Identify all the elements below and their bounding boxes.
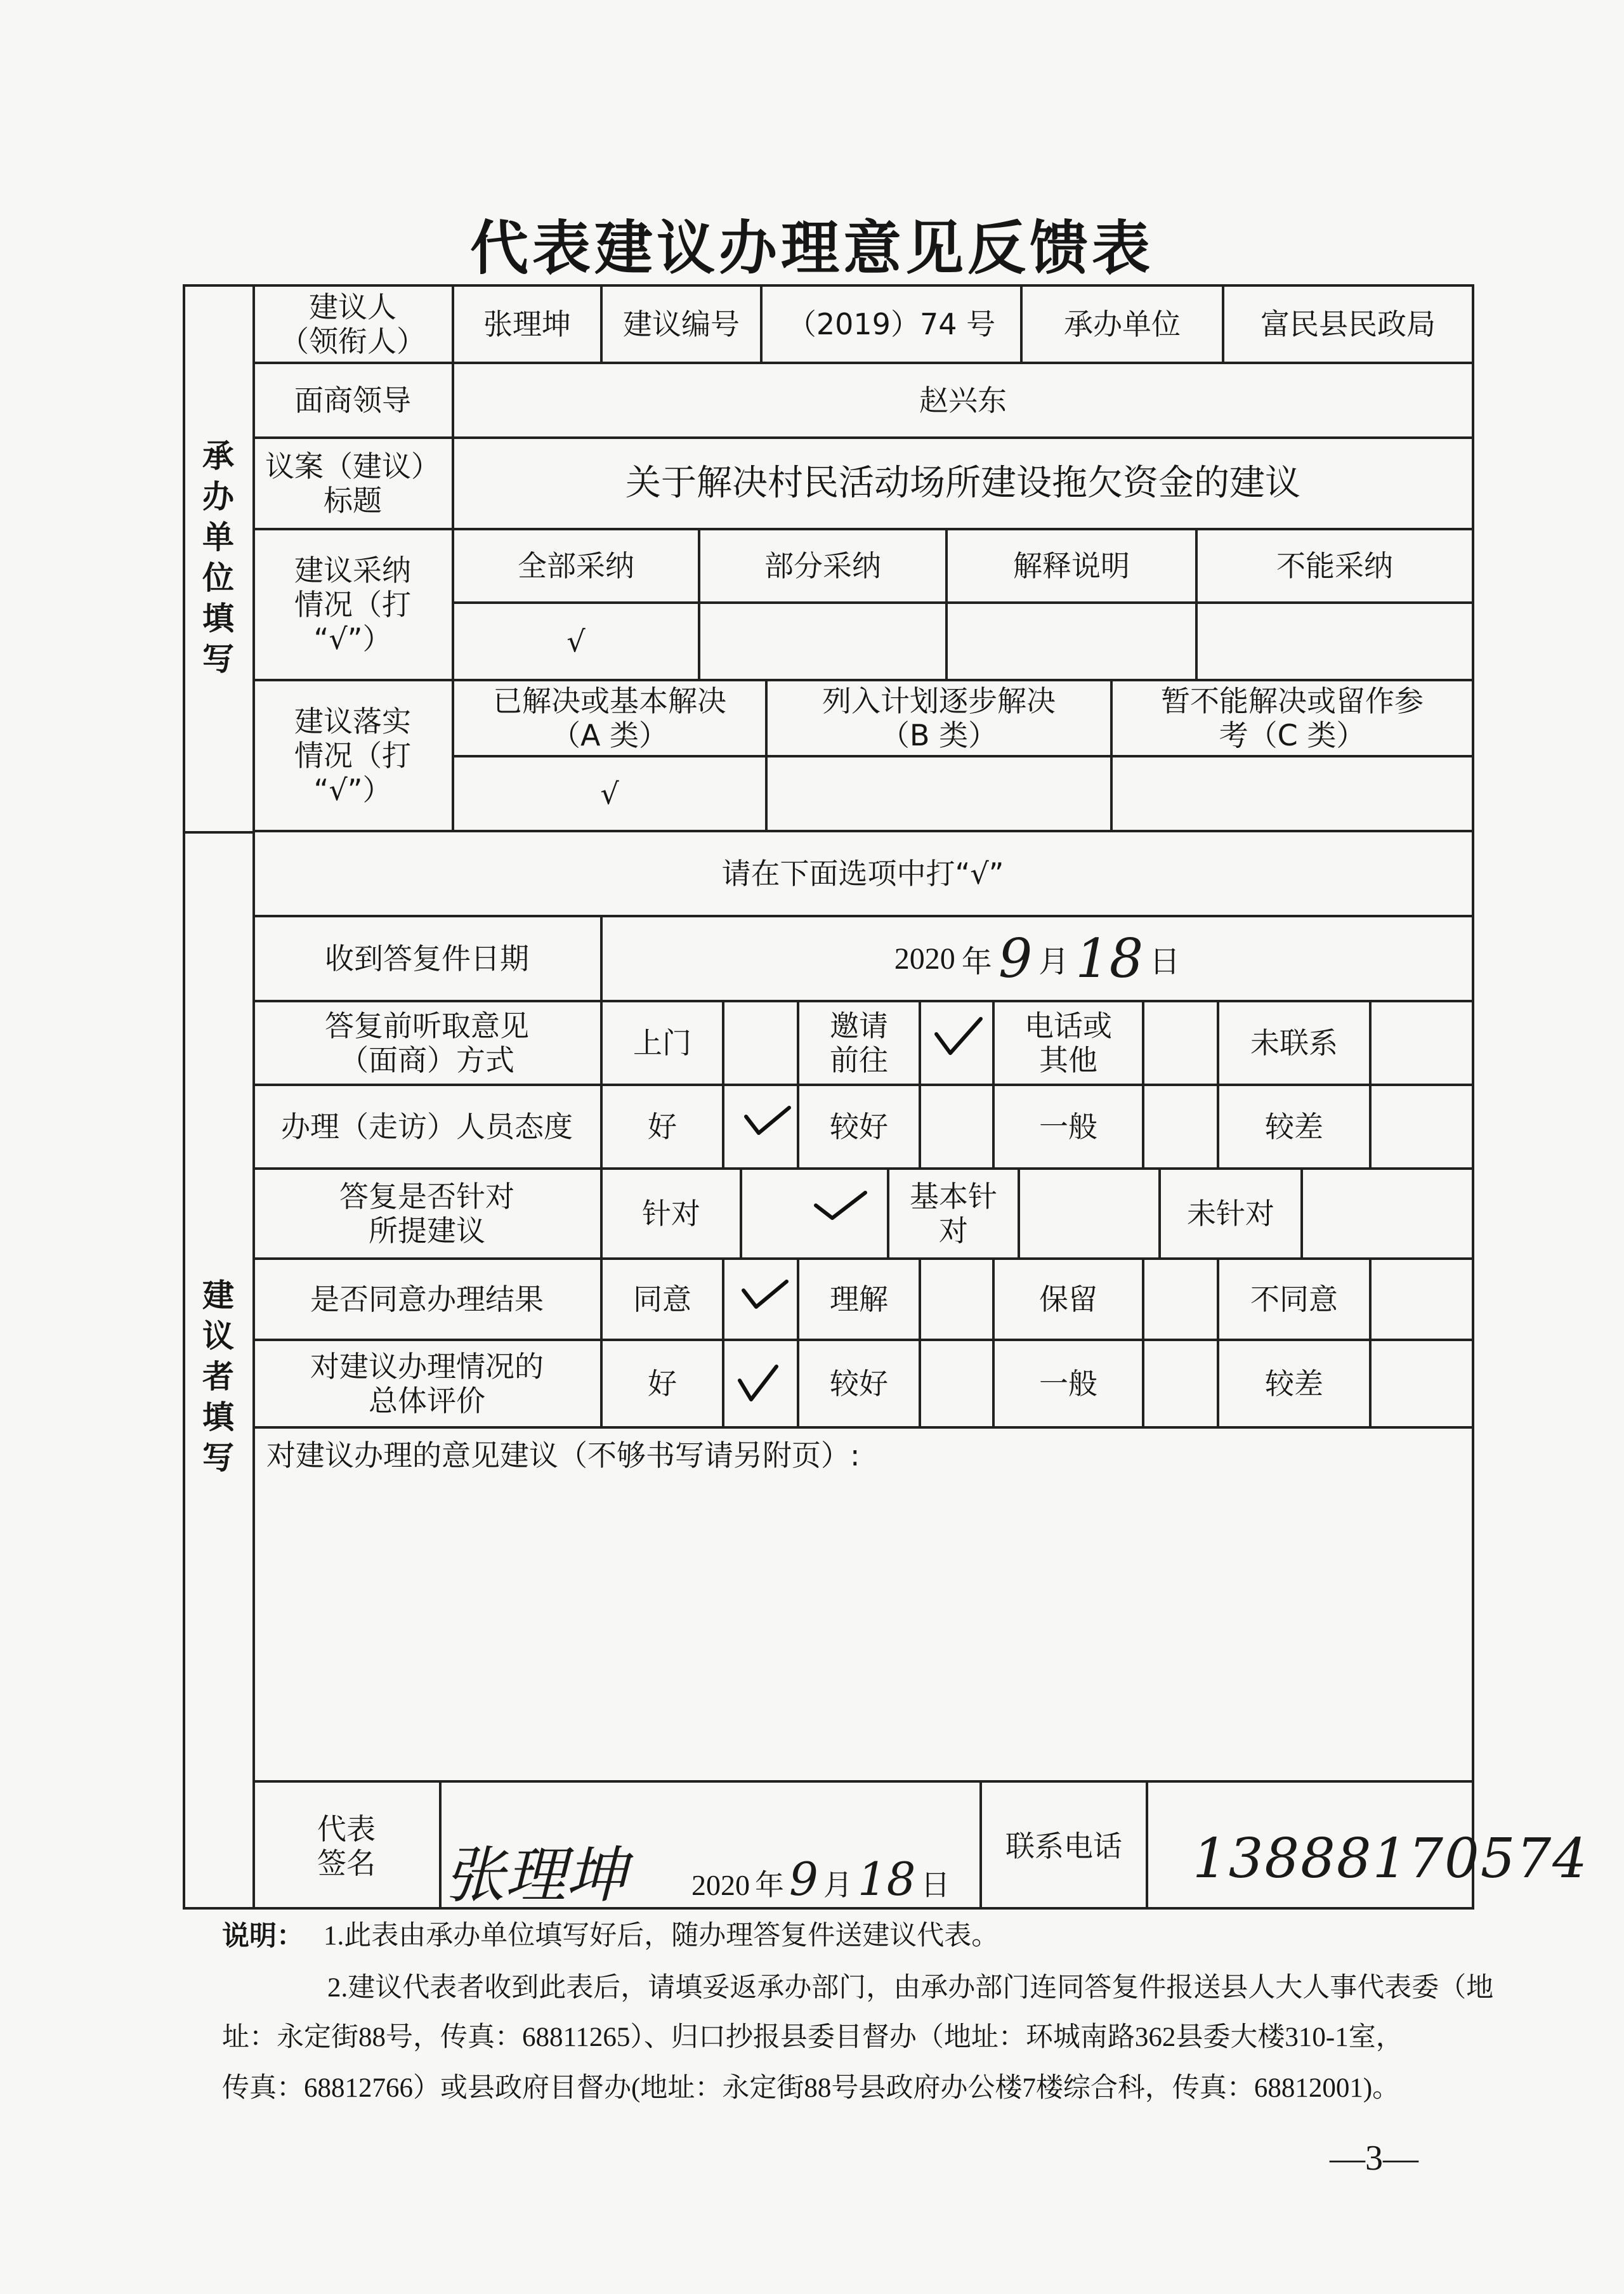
- unit-label: 承办单位: [1064, 307, 1181, 341]
- attitude-label: 办理（走访）人员态度: [281, 1110, 573, 1144]
- overall-label: 对建议办理情况的 总体评价: [310, 1349, 544, 1418]
- implementation-option: 列入计划逐步解决 （B 类）: [822, 684, 1056, 752]
- unit-value: 富民县民政局: [1261, 307, 1436, 341]
- notes-prefix: 说明：: [222, 1920, 304, 1952]
- agree-tick-icon: [740, 1276, 790, 1314]
- consult-option: 未联系: [1250, 1026, 1338, 1060]
- attitude-tick-icon: [742, 1103, 793, 1141]
- overall-tick-icon: [736, 1361, 780, 1406]
- overall-option: 一般: [1039, 1367, 1097, 1401]
- form-title: 代表建议办理意见反馈表: [469, 214, 1154, 282]
- section-undertaker: 承 办 单 位 填 写: [202, 438, 234, 678]
- notes-line: 1.此表由承办单位填写好后，随办理答复件送建议代表。: [324, 1921, 999, 1951]
- agree-label: 是否同意办理结果: [310, 1282, 544, 1316]
- consult-label: 答复前听取意见 （面商）方式: [325, 1009, 529, 1077]
- adoption-option: 部分采纳: [764, 549, 881, 583]
- phone-label: 联系电话: [1005, 1829, 1122, 1863]
- consult-option: 电话或 其他: [1025, 1009, 1112, 1077]
- leader-label: 面商领导: [294, 383, 411, 417]
- instruction: 请在下面选项中打“√”: [721, 856, 1004, 891]
- signature-name: 张理坤: [444, 1840, 627, 1911]
- targeted-tick-icon: [812, 1186, 869, 1224]
- targeted-option: 基本针 对: [910, 1179, 997, 1248]
- targeted-label: 答复是否针对 所提建议: [339, 1179, 514, 1248]
- attitude-option: 一般: [1039, 1110, 1097, 1144]
- proposer-name: 张理坤: [483, 307, 571, 341]
- number-value: （2019）74 号: [787, 307, 996, 341]
- notes-line: 2.建议代表者收到此表后，请填妥返承办部门，由承办部门连同答复件报送县人大人事代表委（地: [327, 1973, 1494, 2003]
- receive-date-label: 收到答复件日期: [325, 941, 529, 976]
- attitude-option: 较好: [830, 1110, 888, 1144]
- implementation-option: 暂不能解决或留作参 考（C 类）: [1161, 684, 1424, 752]
- agree-option: 保留: [1039, 1282, 1097, 1316]
- targeted-option: 针对: [642, 1196, 700, 1231]
- notes-line: 传真：68812766）或县政府目督办(地址：永定街88号县政府办公楼7楼综合科，传真：68812001)。: [222, 2073, 1400, 2103]
- adoption-option: 不能采纳: [1276, 549, 1393, 583]
- section-proposer: 建 议 者 填 写: [202, 1277, 234, 1476]
- agree-option: 理解: [830, 1282, 888, 1316]
- implementation-checkmark: √: [600, 777, 619, 811]
- overall-option: 好: [648, 1367, 677, 1401]
- overall-option: 较好: [830, 1367, 888, 1401]
- agree-option: 同意: [633, 1282, 691, 1316]
- phone-number: 13888170574: [1193, 1827, 1588, 1891]
- section-split: [183, 831, 254, 834]
- signature-label: 代表 签名: [317, 1812, 376, 1880]
- adoption-option: 全部采纳: [518, 549, 634, 583]
- implementation-option: 已解决或基本解决 （A 类）: [493, 684, 726, 752]
- consult-option: 上门: [633, 1026, 691, 1060]
- adoption-label: 建议采纳 情况（打 “√”）: [294, 553, 411, 656]
- leader-name: 赵兴东: [919, 383, 1007, 417]
- notes-line: 址：永定街88号，传真：68811265）、归口抄报县委目督办（地址：环城南路362县委大楼310-1室，: [222, 2022, 1403, 2052]
- attitude-option: 较差: [1265, 1110, 1323, 1144]
- proposer-label: 建议人 （领衔人）: [280, 290, 426, 358]
- receive-date: 2020 年 9 月 18 日: [894, 927, 1181, 990]
- opinion-label: 对建议办理的意见建议（不够书写请另附页）:: [266, 1438, 860, 1472]
- number-label: 建议编号: [623, 307, 740, 341]
- opinion-area[interactable]: [266, 1478, 1459, 1770]
- adoption-checkmark: √: [566, 624, 586, 659]
- proposal-title-label: 议案（建议） 标题: [265, 449, 440, 518]
- page-number: —3—: [1330, 2139, 1418, 2178]
- implementation-label: 建议落实 情况（打 “√”）: [294, 704, 411, 807]
- attitude-option: 好: [648, 1110, 677, 1144]
- proposal-title: 关于解决村民活动场所建设拖欠资金的建议: [625, 462, 1300, 504]
- overall-option: 较差: [1265, 1367, 1323, 1401]
- consult-option: 邀请 前往: [830, 1009, 888, 1077]
- adoption-option: 解释说明: [1013, 549, 1130, 583]
- signature-date: 2020 年 9 月 18 日: [691, 1852, 950, 1906]
- agree-option: 不同意: [1250, 1282, 1338, 1316]
- targeted-option: 未针对: [1187, 1196, 1274, 1231]
- consult-tick-icon: [933, 1015, 983, 1059]
